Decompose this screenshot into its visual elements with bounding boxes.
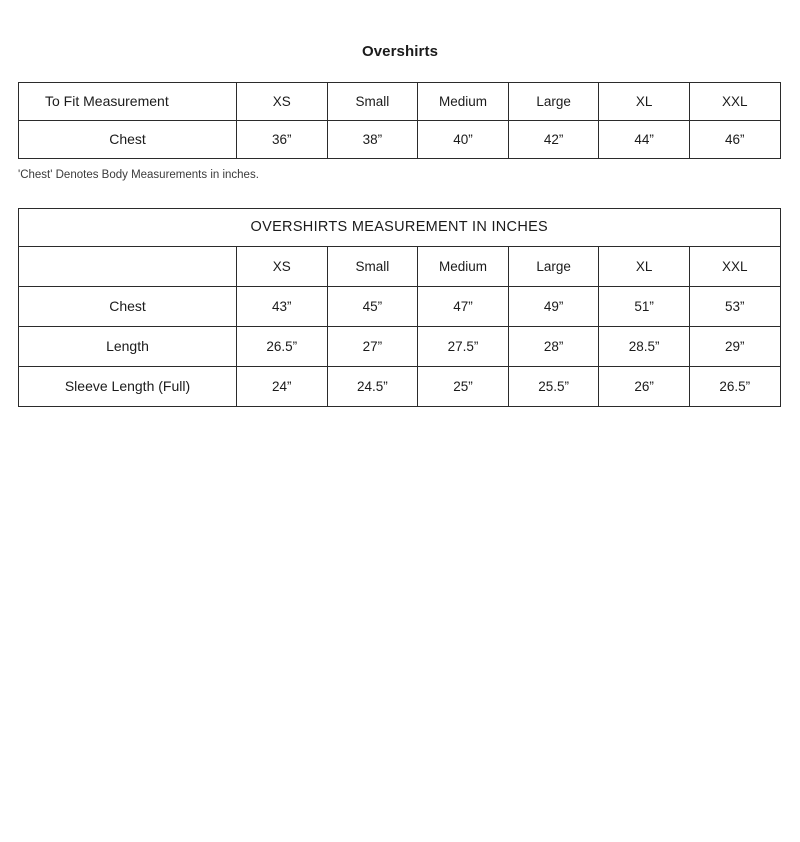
size-chart-page	[0, 42, 800, 842]
garment-length-xs: 26.5”	[237, 327, 328, 367]
garment-header-xxl: XXL	[689, 247, 780, 287]
garment-row-label-length: Length	[19, 327, 237, 367]
fit-header-label: To Fit Measurement	[19, 83, 237, 121]
fit-chest-medium: 40”	[418, 121, 509, 159]
garment-sleeve-xl: 26”	[599, 367, 690, 407]
garment-sleeve-xs: 24”	[237, 367, 328, 407]
garment-sleeve-xxl: 26.5”	[689, 367, 780, 407]
table-row	[19, 327, 781, 367]
overshirts-measurement-table	[18, 208, 781, 407]
to-fit-measurement-table	[18, 82, 781, 159]
fit-header-xxl: XXL	[689, 83, 780, 121]
table-banner-row	[19, 209, 781, 247]
table-row	[19, 367, 781, 407]
garment-chest-xs: 43”	[237, 287, 328, 327]
garment-chest-xxl: 53”	[689, 287, 780, 327]
garment-header-small: Small	[327, 247, 418, 287]
garment-row-label-sleeve-length: Sleeve Length (Full)	[19, 367, 237, 407]
garment-length-large: 28”	[508, 327, 599, 367]
table-row	[19, 121, 781, 159]
garment-header-xl: XL	[599, 247, 690, 287]
fit-header-xs: XS	[237, 83, 328, 121]
garment-length-xl: 28.5”	[599, 327, 690, 367]
garment-row-label-chest: Chest	[19, 287, 237, 327]
measurement-note: 'Chest' Denotes Body Measurements in inches.	[18, 169, 259, 181]
fit-chest-xl: 44”	[599, 121, 690, 159]
fit-chest-xs: 36”	[237, 121, 328, 159]
fit-chest-large: 42”	[508, 121, 599, 159]
garment-sleeve-large: 25.5”	[508, 367, 599, 407]
garment-sleeve-small: 24.5”	[327, 367, 418, 407]
garment-length-small: 27”	[327, 327, 418, 367]
garment-header-large: Large	[508, 247, 599, 287]
garment-length-medium: 27.5”	[418, 327, 509, 367]
fit-header-small: Small	[327, 83, 418, 121]
garment-chest-xl: 51”	[599, 287, 690, 327]
fit-row-label-chest: Chest	[19, 121, 237, 159]
garment-header-xs: XS	[237, 247, 328, 287]
page-title: Overshirts	[361, 43, 439, 60]
garment-sleeve-medium: 25”	[418, 367, 509, 407]
garment-chest-small: 45”	[327, 287, 418, 327]
garment-chest-large: 49”	[508, 287, 599, 327]
garment-table-banner: OVERSHIRTS MEASUREMENT IN INCHES	[19, 209, 781, 247]
table-row	[19, 287, 781, 327]
garment-length-xxl: 29”	[689, 327, 780, 367]
fit-header-medium: Medium	[418, 83, 509, 121]
fit-chest-xxl: 46”	[689, 121, 780, 159]
garment-header-blank	[19, 247, 237, 287]
fit-header-xl: XL	[599, 83, 690, 121]
fit-chest-small: 38”	[327, 121, 418, 159]
table-row-header	[19, 83, 781, 121]
garment-header-medium: Medium	[418, 247, 509, 287]
table-row-header	[19, 247, 781, 287]
fit-header-large: Large	[508, 83, 599, 121]
garment-chest-medium: 47”	[418, 287, 509, 327]
